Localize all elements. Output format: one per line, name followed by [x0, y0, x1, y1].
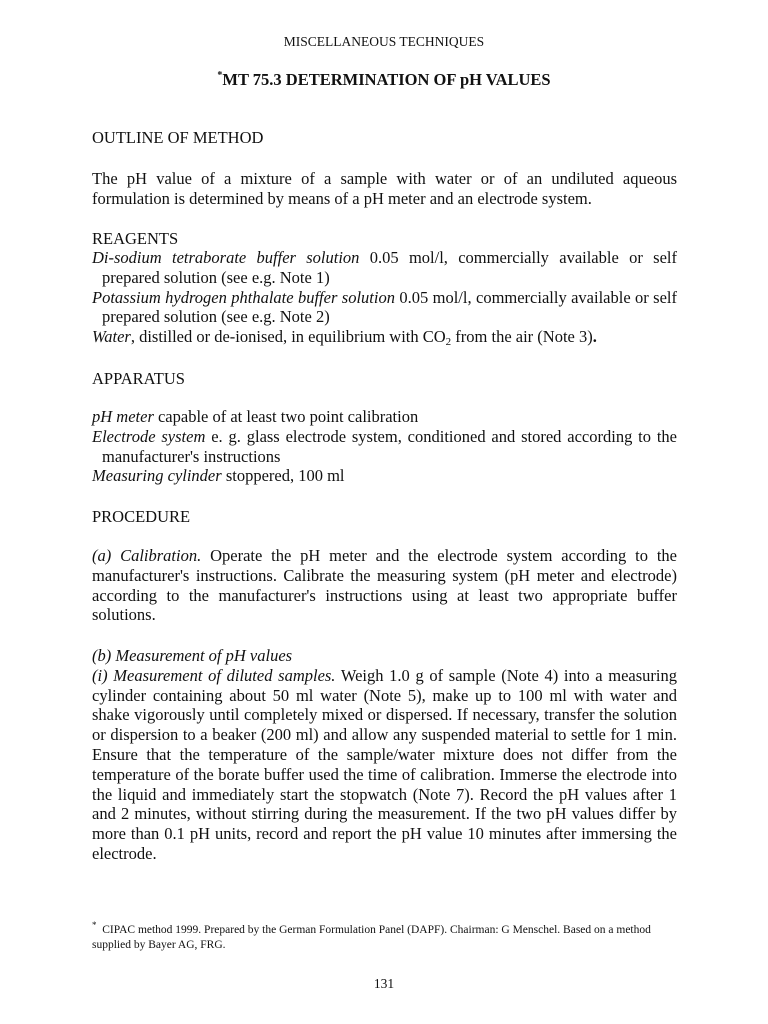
page-number: 131 [373, 976, 395, 991]
subscript: 2 [445, 336, 452, 349]
apparatus-name: Measuring cylinder [92, 466, 222, 486]
reagent-item [92, 288, 677, 328]
diluted-label: (i) Measurement of diluted samples. [92, 665, 336, 685]
apparatus-list [0, 407, 768, 486]
title-text: MT 75.3 DETERMINATION OF pH VALUES [222, 70, 551, 89]
reagent-description-end: from the air (Note 3) [451, 327, 593, 347]
title-footnote-mark: * [217, 70, 223, 81]
apparatus-item [92, 427, 677, 467]
calibration-paragraph [92, 546, 677, 625]
running-header: MISCELLANEOUS TECHNIQUES [283, 34, 485, 49]
measurement-block [92, 646, 677, 864]
reagent-name: Potassium hydrogen phthalate buffer solution [92, 287, 395, 307]
apparatus-item [92, 466, 677, 486]
reagent-description: , distilled or de-ionised, in equilibrium with CO [130, 327, 446, 347]
procedure-heading: PROCEDURE [92, 507, 191, 526]
measurement-label: (b) Measurement of pH values [92, 646, 293, 665]
reagent-name: Di-sodium tetraborate buffer solution [92, 248, 360, 267]
reagent-name: Water [92, 327, 131, 347]
apparatus-description: e. g. glass electrode system, conditioned and stored according to the manufacturer's instructions [102, 426, 677, 466]
reagent-item [92, 327, 677, 347]
apparatus-name: Electrode system [92, 426, 206, 446]
reagent-period: . [592, 327, 597, 347]
reagents-list [0, 248, 768, 347]
apparatus-heading: APPARATUS [92, 369, 185, 388]
reagent-item [92, 248, 677, 288]
apparatus-description: capable of at least two point calibration [153, 407, 419, 426]
calibration-text: Operate the pH meter and the electrode system according to the manufacturer's instructions. Calibrate the measuring system (pH meter and electrode) according to the manufacturer's instructions using at least two appropriate buffer solutions. [92, 546, 677, 625]
footnote-text: CIPAC method 1999. Prepared by the German Formulation Panel (DAPF). Chairman: G Menschel. Based on a method supplied by Bayer AG, FRG. [92, 924, 651, 951]
outline-text: The pH value of a mixture of a sample with water or of an undiluted aqueous formulation is determined by means of a pH meter and an electrode system. [92, 169, 677, 208]
apparatus-item [92, 407, 677, 427]
apparatus-description: stoppered, 100 ml [221, 466, 345, 486]
diluted-text: Weigh 1.0 g of sample (Note 4) into a measuring cylinder containing about 50 ml water (Note 5), make up to 100 ml with water and shake vigorously until completely mixed or dispersed. If necessary, transfer the solution or dispersion to a beaker (200 ml) and allow any suspended material to settle for 1 min. Ensure that the temperature of the sample/water mixture does not differ from the temperature of the borate buffer used the time of calibration. Immerse the electrode into the liquid and immediately start the stopwatch (Note 7). Record the pH values after 1 and 2 minutes, without stirring during the measurement. If the two pH values differ by more than 0.1 pH units, record and report the pH value 10 minutes after immersing the electrode. [92, 665, 677, 863]
calibration-label: (a) Calibration. [92, 546, 202, 565]
page-title [0, 70, 768, 90]
reagents-heading: REAGENTS [92, 229, 179, 248]
reagent-description: 0.05 mol/l, commercially available or self prepared solution (see e.g. Note 1) [102, 248, 677, 287]
footnote-mark: * [92, 920, 97, 930]
apparatus-name: pH meter [92, 407, 154, 426]
footnote [92, 920, 677, 953]
reagent-description: 0.05 mol/l, commercially available or self prepared solution (see e.g. Note 2) [102, 287, 678, 327]
outline-heading: OUTLINE OF METHOD [92, 128, 264, 147]
